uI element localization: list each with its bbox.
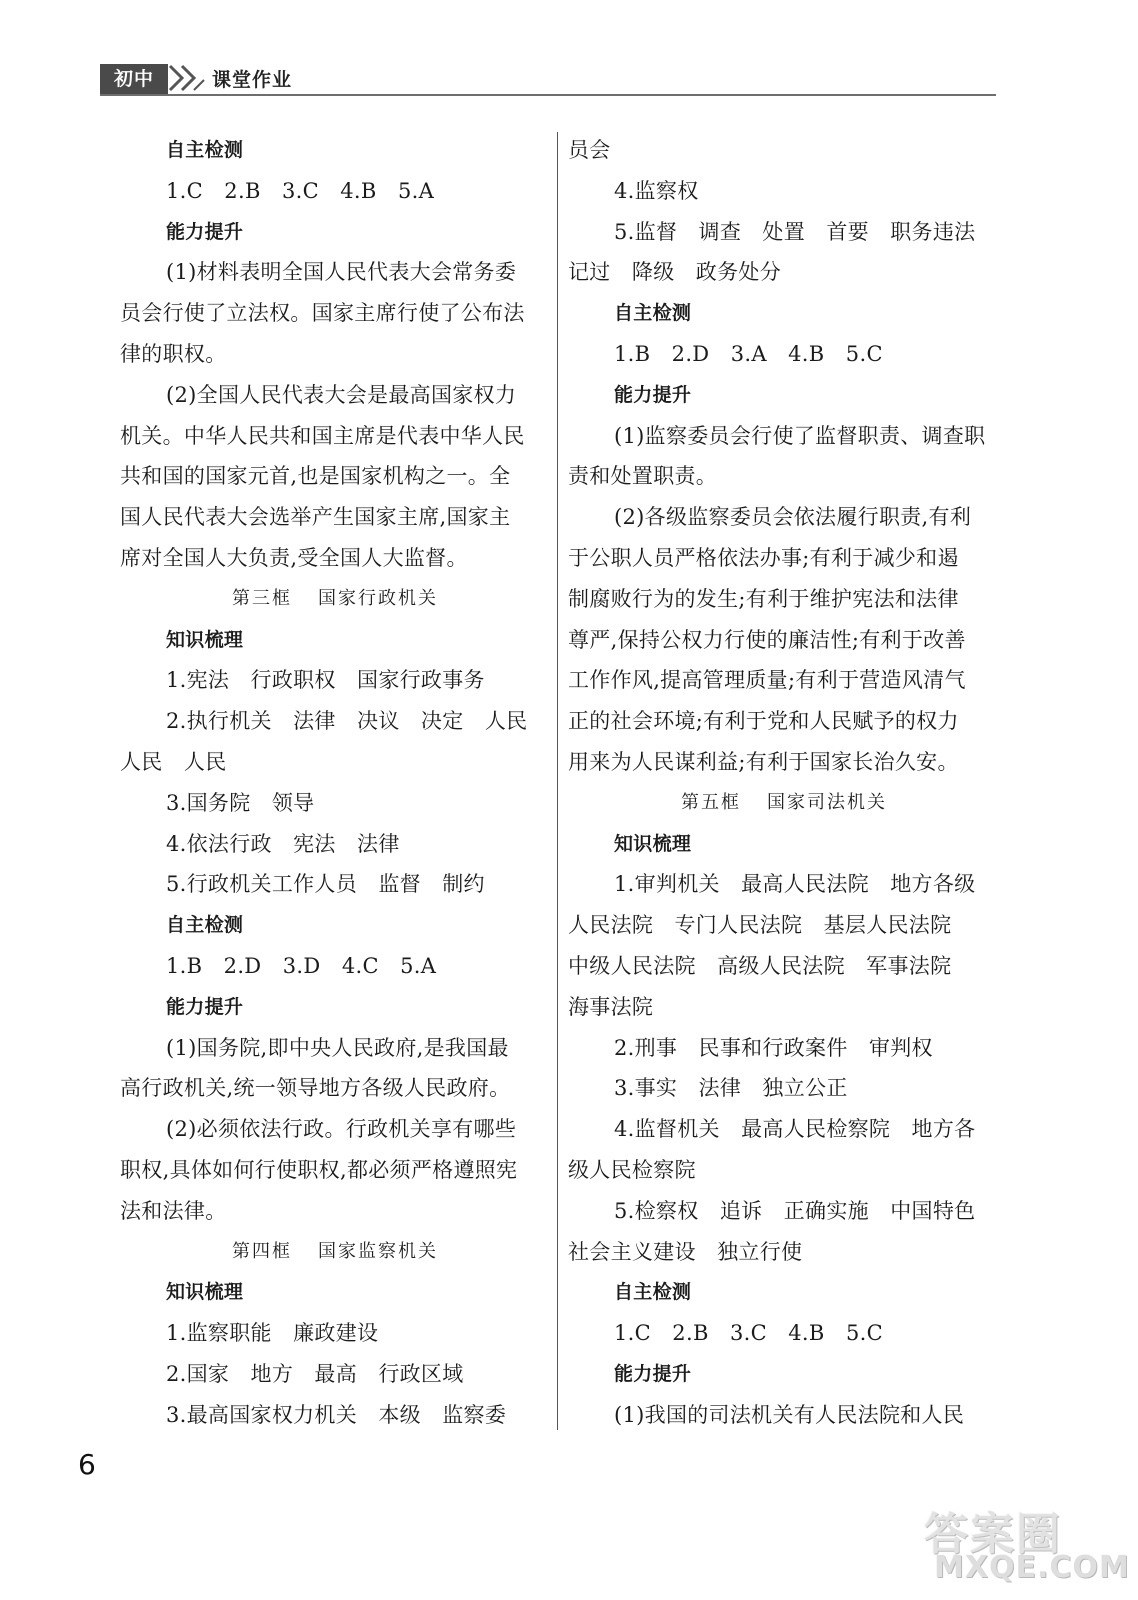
- section-heading: 知识梳理: [166, 628, 244, 651]
- section-heading: 知识梳理: [166, 1281, 244, 1304]
- text-line: 共和国的国家元首,也是国家机构之一。全: [120, 464, 511, 489]
- text-line: 正的社会环境;有利于党和人民赋予的权力: [568, 709, 959, 734]
- text-line: (2)必须依法行政。行政机关享有哪些: [166, 1117, 517, 1142]
- text-line: 职权,具体如何行使职权,都必须严格遵照宪: [120, 1157, 518, 1182]
- text-line: 员会行使了立法权。国家主席行使了公布法: [120, 301, 525, 326]
- text-line: 2.国家 地方 最高 行政区域: [166, 1361, 464, 1386]
- subsection-title: [120, 1232, 550, 1273]
- text-line: (2)各级监察委员会依法履行职责,有利: [614, 505, 972, 530]
- watermark-bottom-text: MXQE.COM: [934, 1550, 1130, 1585]
- subsection-name: 国家司法机关: [767, 791, 887, 813]
- text-line: 4.监察权: [614, 178, 699, 203]
- text-line: 高行政机关,统一领导地方各级人民政府。: [120, 1076, 511, 1101]
- text-line: 1.C 2.B 3.C 4.B 5.C: [614, 1321, 883, 1346]
- left-column: [120, 130, 550, 1436]
- watermark-top-text: 答案圈: [924, 1509, 1062, 1560]
- text-line: 1.B 2.D 3.A 4.B 5.C: [614, 341, 883, 366]
- text-line: 责和处置职责。: [568, 464, 718, 489]
- text-line: 1.监察职能 廉政建设: [166, 1321, 379, 1346]
- text-line: 席对全国人大负责,受全国人大监督。: [120, 545, 468, 570]
- section-heading: 自主检测: [166, 139, 244, 161]
- text-line: 于公职人员严格依法办事;有利于减少和遏: [568, 545, 959, 570]
- section-heading: 知识梳理: [614, 832, 692, 855]
- right-column: [568, 130, 1000, 1436]
- text-line: 4.监督机关 最高人民检察院 地方各: [614, 1117, 976, 1142]
- text-line: 3.国务院 领导: [166, 790, 315, 815]
- section-heading: 能力提升: [166, 220, 244, 243]
- text-line: 法和法律。: [120, 1198, 227, 1223]
- header-rule: [100, 94, 996, 96]
- text-line: (2)全国人民代表大会是最高国家权力: [166, 382, 517, 407]
- page-header: [100, 58, 996, 98]
- text-line: 3.事实 法律 独立公正: [614, 1076, 848, 1101]
- text-line: (1)国务院,即中央人民政府,是我国最: [166, 1035, 509, 1060]
- text-line: 用来为人民谋利益;有利于国家长治久安。: [568, 749, 959, 774]
- text-line: 2.执行机关 法律 决议 决定 人民: [166, 709, 528, 734]
- text-line: 4.依法行政 宪法 法律: [166, 831, 400, 856]
- text-line: 1.审判机关 最高人民法院 地方各级: [614, 872, 976, 897]
- text-line: 员会: [568, 138, 611, 162]
- header-tab: 初中: [100, 64, 168, 94]
- header-title: 课堂作业: [212, 69, 293, 91]
- text-line: 制腐败行为的发生;有利于维护宪法和法律: [568, 586, 959, 611]
- text-line: (1)监察委员会行使了监督职责、调查职: [614, 423, 986, 448]
- text-line: 2.刑事 民事和行政案件 审判权: [614, 1035, 933, 1060]
- text-line: 人民法院 专门人民法院 基层人民法院: [568, 913, 952, 938]
- section-heading: 自主检测: [614, 1281, 692, 1304]
- text-line: 尊严,保持公权力行使的廉洁性;有利于改善: [568, 627, 966, 652]
- subsection-number: 第四框: [232, 1240, 292, 1262]
- subsection-name: 国家行政机关: [318, 587, 438, 609]
- text-line: (1)我国的司法机关有人民法院和人民: [614, 1402, 965, 1427]
- section-heading: 自主检测: [614, 302, 692, 325]
- text-line: 记过 降级 政务处分: [568, 260, 781, 285]
- subsection-number: 第五框: [681, 791, 741, 813]
- text-line: 律的职权。: [120, 341, 227, 366]
- text-line: 机关。中华人民共和国主席是代表中华人民: [120, 423, 525, 448]
- text-line: 海事法院: [568, 994, 654, 1019]
- subsection-number: 第三框: [232, 587, 292, 609]
- section-heading: 能力提升: [614, 1362, 692, 1385]
- text-line: 5.行政机关工作人员 监督 制约: [166, 872, 485, 897]
- watermark-logo: [920, 1498, 1130, 1590]
- subsection-title: [568, 783, 1000, 824]
- double-chevron-icon: [166, 62, 206, 94]
- text-line: 级人民检察院: [568, 1157, 696, 1182]
- text-line: 人民 人民: [120, 749, 227, 774]
- subsection-title: [120, 579, 550, 620]
- text-line: 5.检察权 追诉 正确实施 中国特色: [614, 1198, 976, 1223]
- text-line: 1.宪法 行政职权 国家行政事务: [166, 668, 485, 693]
- section-heading: 能力提升: [166, 995, 244, 1018]
- text-line: 3.最高国家权力机关 本级 监察委: [166, 1402, 507, 1427]
- text-line: 1.B 2.D 3.D 4.C 5.A: [166, 953, 437, 978]
- section-heading: 自主检测: [166, 914, 244, 937]
- text-line: 1.C 2.B 3.C 4.B 5.A: [166, 178, 435, 203]
- text-line: 国人民代表大会选举产生国家主席,国家主: [120, 505, 511, 530]
- text-line: 工作作风,提高管理质量;有利于营造风清气: [568, 668, 966, 693]
- section-heading: 能力提升: [614, 383, 692, 406]
- text-line: 5.监督 调查 处置 首要 职务违法: [614, 219, 976, 244]
- column-divider: [557, 132, 558, 1430]
- text-line: (1)材料表明全国人民代表大会常务委: [166, 260, 517, 285]
- subsection-name: 国家监察机关: [318, 1240, 438, 1262]
- text-line: 中级人民法院 高级人民法院 军事法院: [568, 953, 952, 978]
- text-line: 社会主义建设 独立行使: [568, 1239, 803, 1264]
- page-number: 6: [78, 1448, 96, 1481]
